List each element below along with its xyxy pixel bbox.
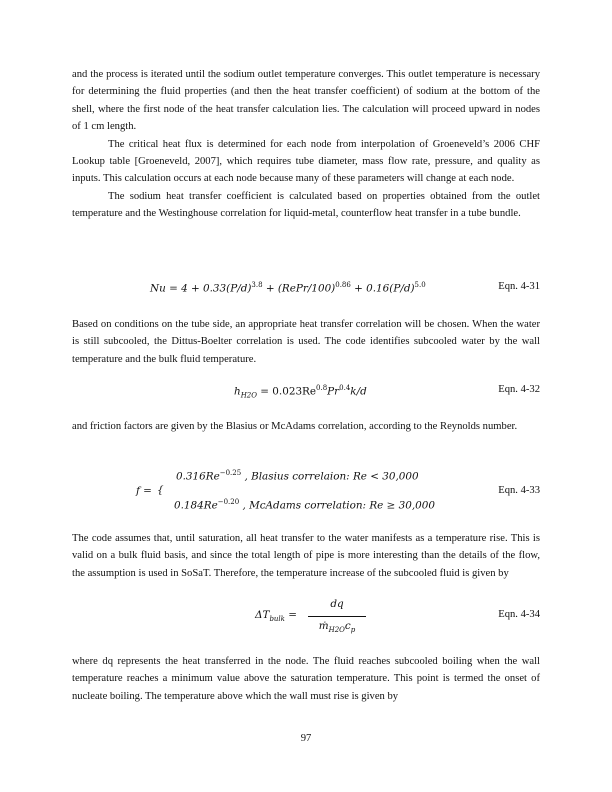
page-number: 97 (300, 733, 312, 744)
text-block-bottom (72, 653, 540, 705)
text-block-friction (72, 418, 540, 435)
equation-4-34-denominator: $ṁ_{H2O}c_p$ (318, 620, 356, 635)
equation-4-32 (72, 384, 540, 406)
paragraph-6: The code assumes that, until saturation, all heat transfer to the water manifests as a temperature rise. This is valid on a bulk fluid basis, and since the total length of pipe is more interesting than the details of the flow, the assumption is used in SoSaT. Therefore, the temperature increase of the subcooled fluid is given by (72, 533, 540, 579)
equation-4-34-numerator: dq (330, 598, 344, 610)
equation-4-34-label: Eqn. 4-34 (498, 609, 540, 620)
paragraph-7: where dq represents the heat transferred in the node. The fluid reaches subcooled boiling when the wall temperature reaches a minimum value above the saturation temperature. This point is termed the onset of nucleate boiling. The temperature above which the wall must rise is given by (72, 656, 540, 702)
paragraph-2: The critical heat flux is determined for each node from interpolation of Groeneveld’s 2006 CHF Lookup table [Groeneveld, 2007], which requires tube diameter, mass flow rate, pressure, and quality as inputs. This calculation occurs at each node because many of these parameters will change at each node. (72, 138, 540, 185)
equation-4-31 (72, 281, 540, 303)
equation-4-33-case-2: $0.184Re^{-0.20}$ , McAdams correlation: Re ≥ 30,000 (174, 498, 435, 512)
equation-4-32-label: Eqn. 4-32 (498, 384, 540, 395)
text-block-middle (72, 316, 540, 368)
equation-4-31-label: Eqn. 4-31 (498, 281, 540, 292)
paragraph-3: The sodium heat transfer coefficient is calculated based on properties obtained from the outlet temperature and the Westinghouse correlation for liquid-metal, counterflow heat transfer in a tube bundle. (72, 190, 540, 220)
equation-4-33-brace: { (157, 484, 164, 496)
equation-4-34-lhs: $\Delta T_{bulk}$ = (255, 609, 297, 624)
paragraph-5: and friction factors are given by the Blasius or McAdams correlation, according to the Reynolds number. (72, 421, 518, 432)
equation-4-34-fraction-bar (308, 616, 366, 617)
equation-4-33-label: Eqn. 4-33 (498, 485, 540, 496)
text-block-assumption (72, 530, 540, 582)
equation-4-31-body: $Nu = 4 + 0.33(P/d)^{3.8}$ + (RePr/100)$^{0.86}$ + $0.16(P/d)^{5.0}$ (150, 281, 426, 295)
text-block-top (72, 66, 540, 223)
equation-4-33-lhs: f = (136, 485, 152, 497)
paragraph-1: and the process is iterated until the sodium outlet temperature converges. This outlet temperature is necessary for determining the fluid properties (and then the heat transfer coefficient) of sodium at the bottom of the shell, where the first node of the heat transfer calculation lies. The calculation will proceed upward in nodes of 1 cm length. (72, 69, 540, 133)
paragraph-4: Based on conditions on the tube side, an appropriate heat transfer correlation will be chosen. When the water is still subcooled, the Dittus-Boelter correlation is used. The code identifies subcooled water by the wall temperature and the bulk fluid temperature. (72, 319, 540, 365)
equation-4-33 (72, 466, 540, 518)
equation-4-34 (72, 596, 540, 642)
equation-4-33-case-1: $0.316Re^{-0.25}$ , Blasius correlaion: Re < 30,000 (176, 469, 419, 483)
equation-4-32-body: $h_{H2O} = 0.023Re^{0.8}Pr^{0.4}k/d$ (234, 384, 367, 400)
